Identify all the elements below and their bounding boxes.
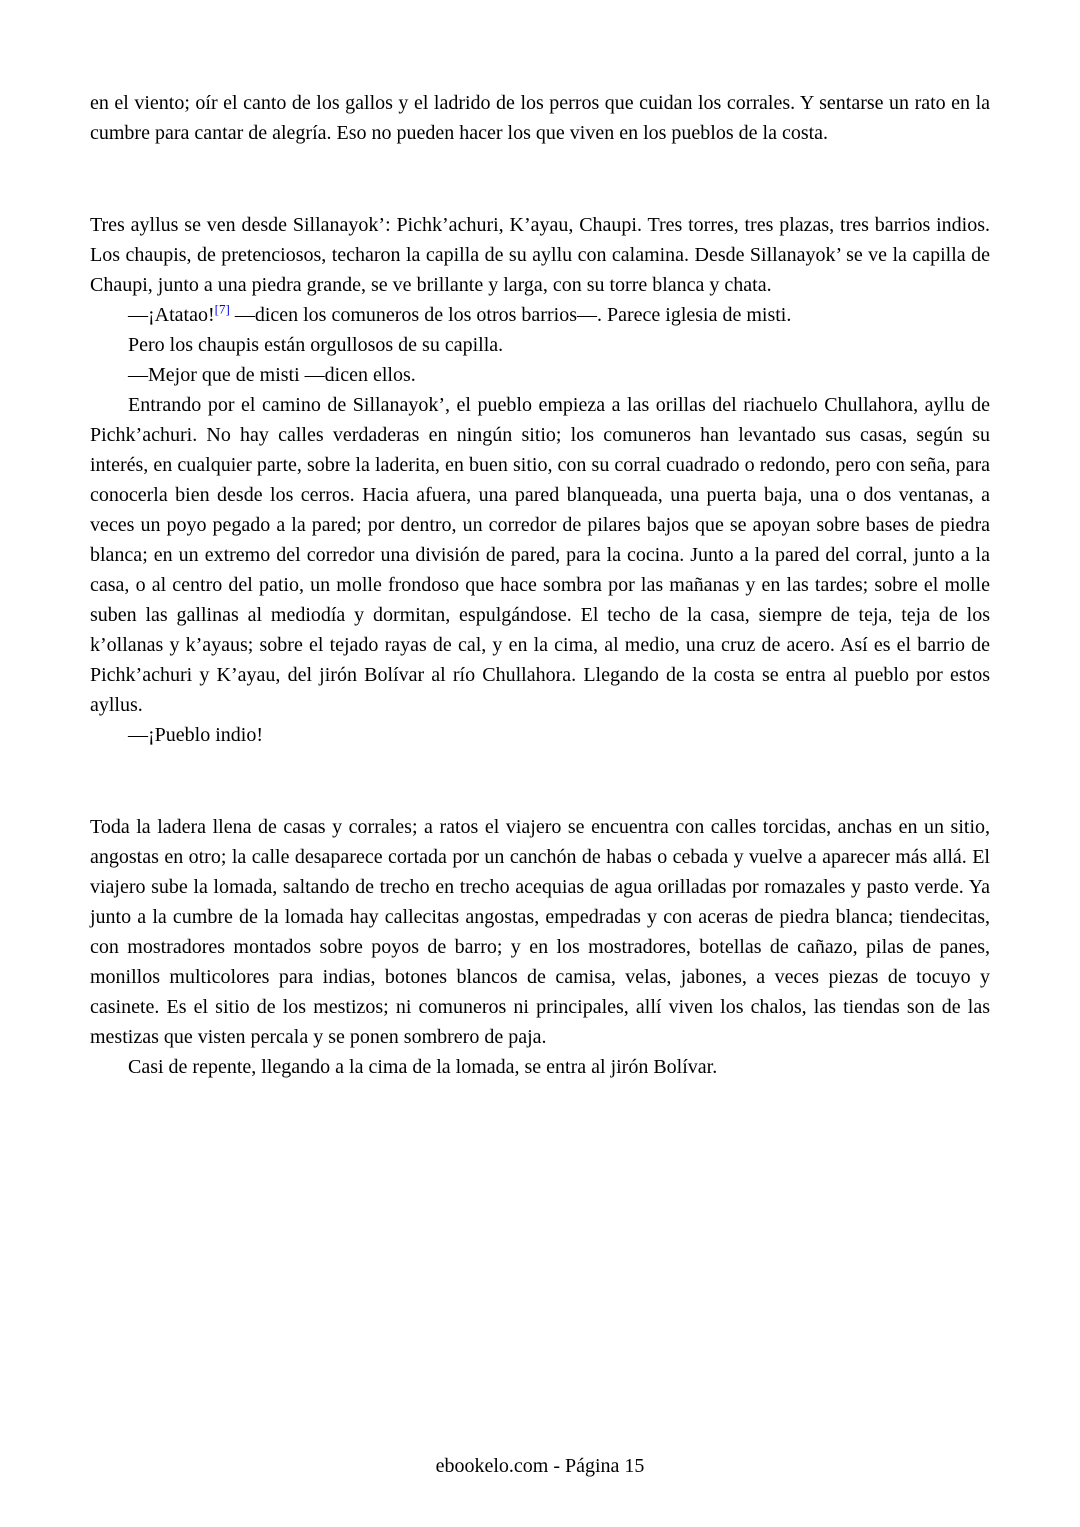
section-break (90, 750, 990, 812)
paragraph: Tres ayllus se ven desde Sillanayok’: Pichk’achuri, K’ayau, Chaupi. Tres torres, tres plazas, tres barrios indios. Los chaupis, de pretenciosos, techaron la capilla de su ayllu con calamina. Desde Sillanayok’ se ve la capilla de Chaupi, junto a una piedra grande, se ve brillante y larga, con su torre blanca y chata. (90, 214, 990, 296)
footer-text: ebookelo.com - Página 15 (435, 1455, 645, 1477)
page-footer (0, 1453, 1080, 1479)
paragraph: en el viento; oír el canto de los gallos y el ladrido de los perros que cuidan los corrales. Y sentarse un rato en la cumbre para cantar de alegría. Eso no pueden hacer los que viven en los pueblos de la costa. (90, 92, 990, 144)
paragraph: Casi de repente, llegando a la cima de la lomada, se entra al jirón Bolívar. (128, 1056, 718, 1078)
paragraph: Toda la ladera llena de casas y corrales; a ratos el viajero se encuentra con calles torcidas, anchas en un sitio, angostas en otro; la calle desaparece cortada por un canchón de habas o cebada y vuelve a aparecer más allá. El viajero sube la lomada, saltando de trecho en trecho acequias de agua orilladas por romazales y pasto verde. Ya junto a la cumbre de la lomada hay callecitas angostas, empedradas y con aceras de piedra blanca; tiendecitas, con mostradores montados sobre poyos de barro; y en los mostradores, botellas de cañazo, pilas de panes, monillos multicolores para indias, botones blancos de camisa, velas, jabones, a veces piezas de tocuyo y casinete. Es el sitio de los mestizos; ni comuneros ni principales, allí viven los chalos, las tiendas son de las mestizas que visten percala y se ponen sombrero de paja. (90, 816, 990, 1048)
page-text (90, 88, 990, 1082)
paragraph: —¡Pueblo indio! (128, 724, 263, 746)
footnote-link[interactable]: [7] (214, 301, 230, 317)
paragraph: Entrando por el camino de Sillanayok’, el pueblo empieza a las orillas del riachuelo Chullahora, ayllu de Pichk’achuri. No hay calles verdaderas en ningún sitio; los comuneros han levantado sus casas, según su interés, en cualquier parte, sobre la laderita, en buen sitio, con su corral cuadrado o redondo, pero con seña, para conocerla bien desde los cerros. Hacia afuera, una pared blanqueada, una puerta baja, una o dos ventanas, a veces un poyo pegado a la pared; por dentro, un corredor de pilares bajos que se apoyan sobre bases de piedra blanca; en un extremo del corredor una división de pared, para la cocina. Junto a la pared del corral, junto a la casa, o al centro del patio, un molle frondoso que hace sombra por las mañanas y en las tardes; sobre el molle suben las gallinas al mediodía y dormitan, espulgándose. El techo de la casa, siempre de teja, teja de los k’ollanas y k’ayaus; sobre el tejado rayas de cal, y en la cima, al medio, una cruz de acero. Así es el barrio de Pichk’achuri y K’ayau, del jirón Bolívar al río Chullahora. Llegando de la costa se entra al pueblo por estos ayllus. (90, 394, 990, 716)
footnote-ref (215, 301, 230, 316)
section-break (90, 148, 990, 210)
paragraph: —¡Atatao![7] —dicen los comuneros de los otros barrios—. Parece iglesia de misti. (128, 301, 792, 326)
paragraph: Pero los chaupis están orgullosos de su capilla. (128, 334, 504, 356)
paragraph: —Mejor que de misti —dicen ellos. (128, 364, 416, 386)
